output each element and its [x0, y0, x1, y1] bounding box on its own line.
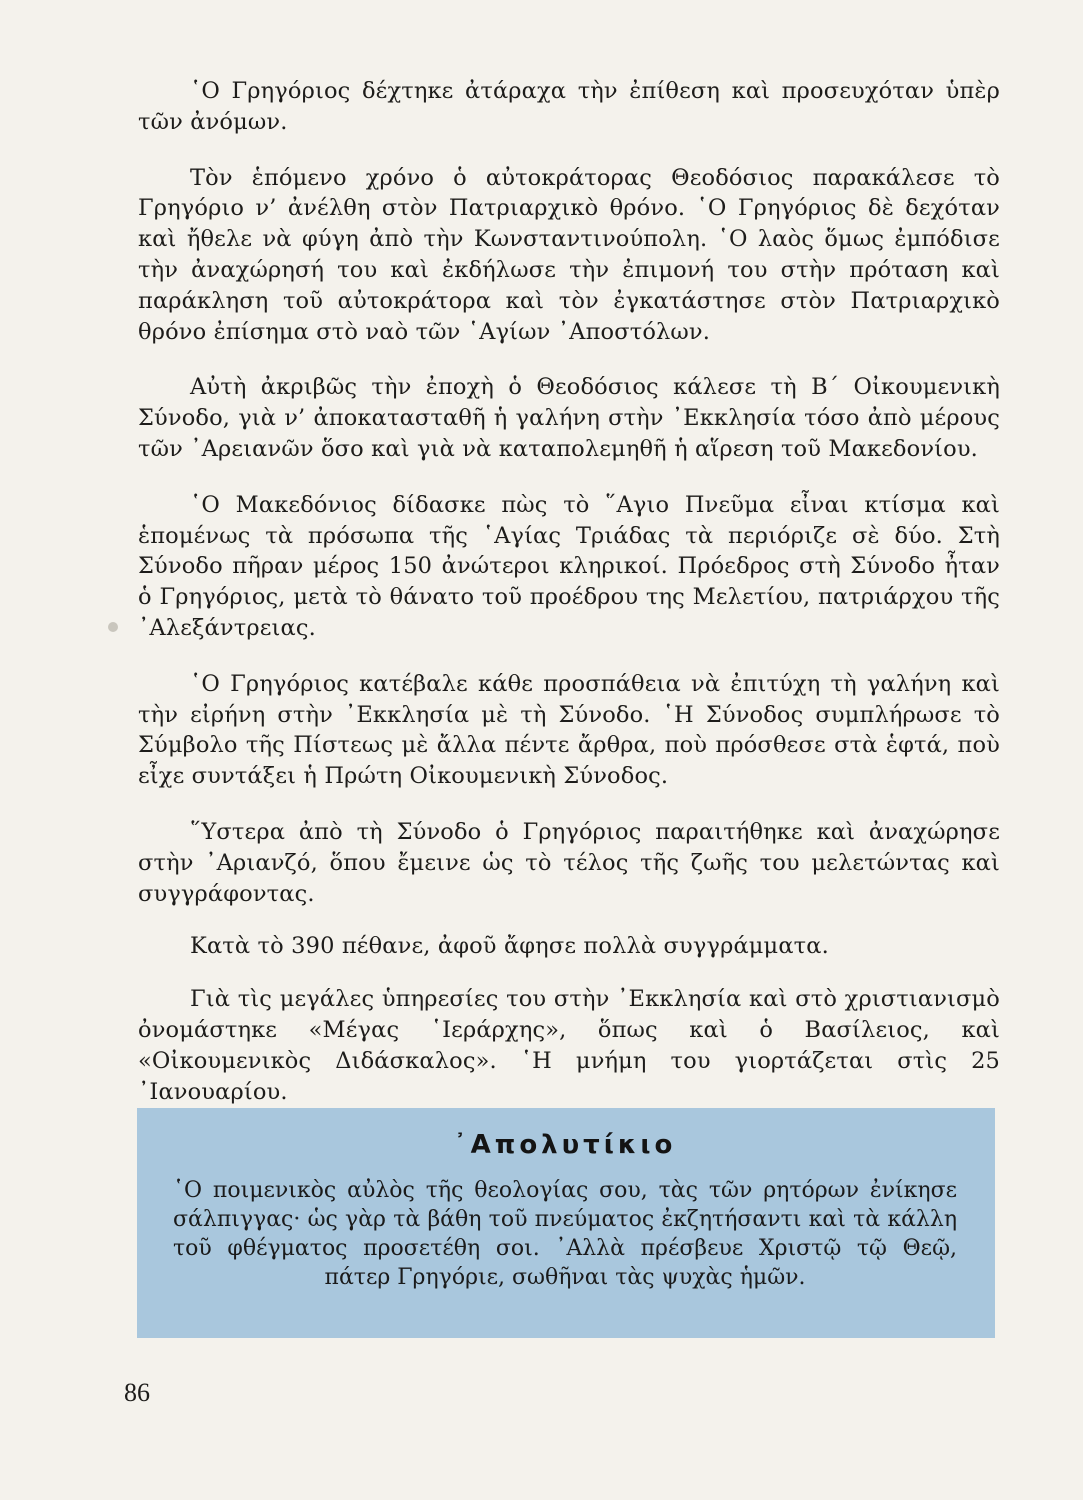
paragraph-2: Τὸν ἑπόμενο χρόνο ὁ αὐτοκράτορας Θεοδόσιος παρακάλεσε τὸ Γρηγόριο ν’ ἀνέλθη στὸν Πατριαρχικὸ θρόνο. ῾Ο Γρηγόριος δὲ δεχόταν καὶ ἤθελε νὰ φύγη ἀπὸ τὴν Κωνσταντινούπολη. ῾Ο λαὸς ὅμως ἐμπόδισε τὴν ἀναχώρησή του καὶ ἐκδήλωσε τὴν ἐπιμονή του στὴν πρόταση καὶ παράκληση τοῦ αὐτοκράτορα καὶ τὸν ἐγκατάστησε στὸν Πατριαρχικὸ θρόνο ἐπίσημα στὸ ναὸ τῶν ῾Αγίων ᾿Αποστόλων. — [138, 164, 1000, 345]
apolytikio-box — [137, 1108, 995, 1338]
paragraph-3: Αὐτὴ ἀκριβῶς τὴν ἐποχὴ ὁ Θεοδόσιος κάλεσε τὴ Β΄ Οἰκουμενικὴ Σύνοδο, γιὰ ν’ ἀποκατασταθῆ ἡ γαλήνη στὴν ᾿Εκκλησία τόσο ἀπὸ μέρους τῶν ᾿Αρειανῶν ὅσο καὶ γιὰ νὰ καταπολεμηθῆ ἡ αἵρεση τοῦ Μακεδονίου. — [138, 374, 1000, 462]
paragraph-5: ῾Ο Γρηγόριος κατέβαλε κάθε προσπάθεια νὰ ἐπιτύχη τὴ γαλήνη καὶ τὴν εἰρήνη στὴν ᾿Εκκλησία μὲ τὴ Σύνοδο. ῾Η Σύνοδος συμπλήρωσε τὸ Σύμβολο τῆς Πίστεως μὲ ἄλλα πέντε ἄρθρα, ποὺ πρόσθεσε στὰ ἑφτά, ποὺ εἶχε συντάξει ἡ Πρώτη Οἰκουμενικὴ Σύνοδος. — [138, 670, 1000, 790]
paragraph-8: Γιὰ τὶς μεγάλες ὑπηρεσίες του στὴν ᾿Εκκλησία καὶ στὸ χριστιανισμὸ ὀνομάστηκε «Μέγας ῾Ιεράρχης», ὅπως καὶ ὁ Βασίλειος, καὶ «Οἰκουμενικὸς Διδάσκαλος». ῾Η μνήμη του γιορτάζεται στὶς 25 ᾿Ιανουαρίου. — [138, 986, 1000, 1105]
body-text — [138, 76, 1000, 1132]
paragraph-6: ῞Υστερα ἀπὸ τὴ Σύνοδο ὁ Γρηγόριος παραιτήθηκε καὶ ἀναχώρησε στὴν ᾿Αριανζό, ὅπου ἔμεινε ὡς τὸ τέλος τῆς ζωῆς του μελετώντας καὶ συγγράφοντας. — [138, 818, 1000, 907]
paragraph-4: ῾Ο Μακεδόνιος δίδασκε πὼς τὸ ῞Αγιο Πνεῦμα εἶναι κτίσμα καὶ ἑπομένως τὰ πρόσωπα τῆς ῾Αγίας Τριάδας τὰ περιόριζε σὲ δύο. Στὴ Σύνοδο πῆραν μέρος 150 ἀνώτεροι κληρικοί. Πρόεδρος στὴ Σύνοδο ἦταν ὁ Γρηγόριος, μετὰ τὸ θάνατο τοῦ προέδρου της Μελετίου, πατριάρχου τῆς ᾿Αλεξάντρειας. — [138, 491, 1000, 641]
apolytikio-hymn-text: ῾Ο ποιμενικὸς αὐλὸς τῆς θεολογίας σου, τὰς τῶν ρητόρων ἐνίκησε σάλπιγγας· ὡς γὰρ τὰ βάθη τοῦ πνεύματος ἐκζητήσαντι καὶ τὰ κάλλη τοῦ φθέγματος προσετέθη σοι. ᾿Αλλὰ πρέσβευε Χριστῷ τῷ Θεῷ, πάτερ Γρηγόριε, σωθῆναι τὰς ψυχὰς ἡμῶν. — [173, 1178, 957, 1290]
paragraph-1: ῾Ο Γρηγόριος δέχτηκε ἀτάραχα τὴν ἐπίθεση καὶ προσευχόταν ὑπὲρ τῶν ἀνόμων. — [138, 78, 1000, 135]
ink-spot — [108, 622, 118, 632]
paragraph-7: Κατὰ τὸ 390 πέθανε, ἀφοῦ ἄφησε πολλὰ συγγράμματα. — [190, 933, 829, 960]
page-number: 86 — [124, 1378, 150, 1407]
apolytikio-title: ᾿Απολυτίκιο — [453, 1130, 677, 1160]
